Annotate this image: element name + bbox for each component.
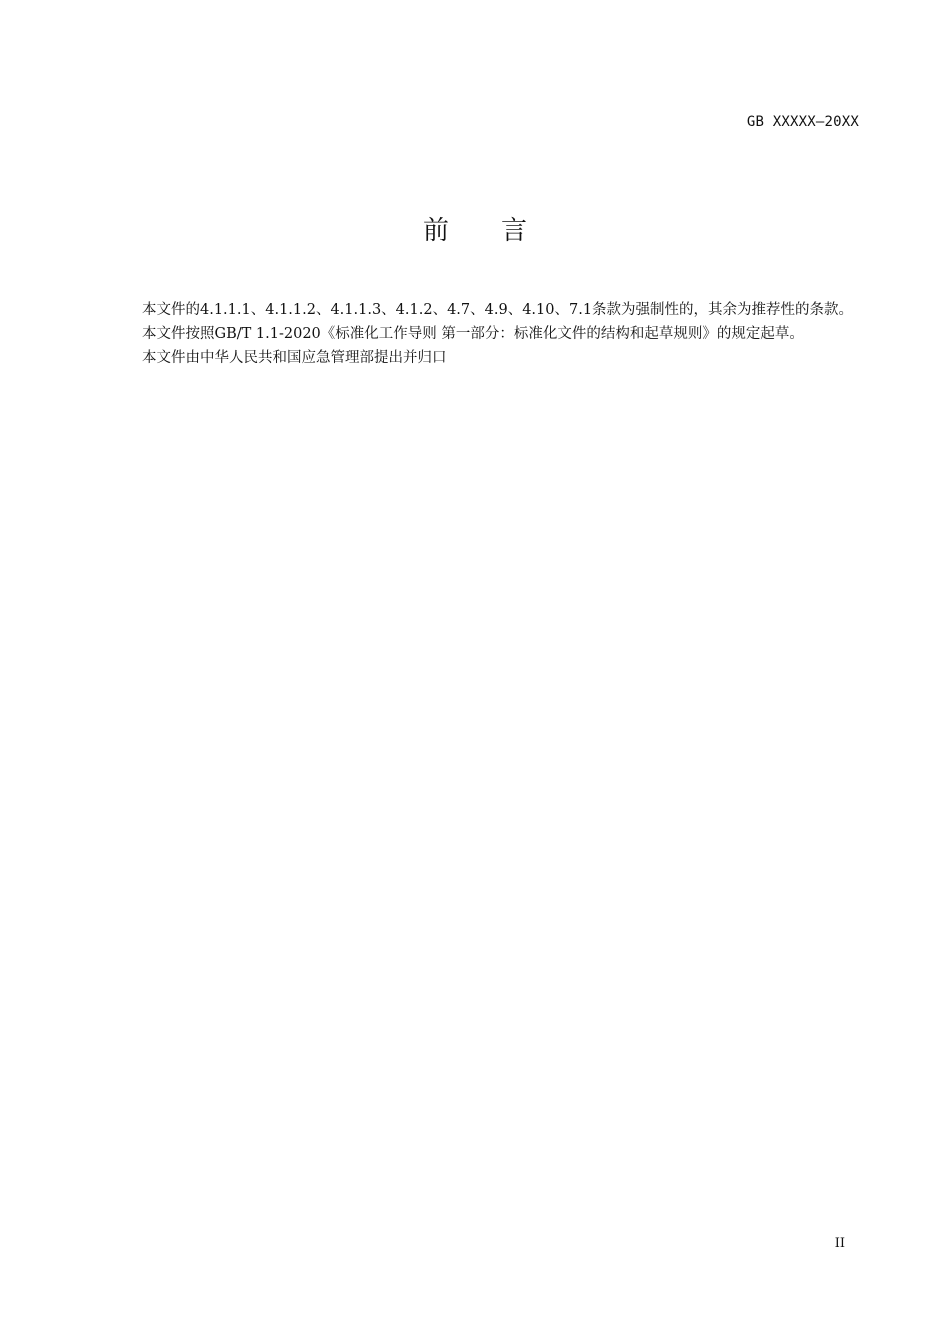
document-code-header: GB XXXXX—20XX	[746, 114, 859, 130]
page-number: II	[834, 1236, 845, 1251]
paragraph-mandatory-clauses: 本文件的4.1.1.1、4.1.1.2、4.1.1.3、4.1.2、4.7、4.9、4.10、7.1条款为强制性的，其余为推荐性的条款。	[142, 302, 854, 318]
foreword-body	[113, 298, 859, 370]
paragraph-proposer: 本文件由中华人民共和国应急管理部提出并归口	[142, 350, 447, 366]
paragraph-drafting-rules: 本文件按照GB/T 1.1-2020《标准化工作导则 第一部分：标准化文件的结构和起草规则》的规定起草。	[142, 326, 804, 342]
section-title: 前言	[422, 216, 579, 246]
